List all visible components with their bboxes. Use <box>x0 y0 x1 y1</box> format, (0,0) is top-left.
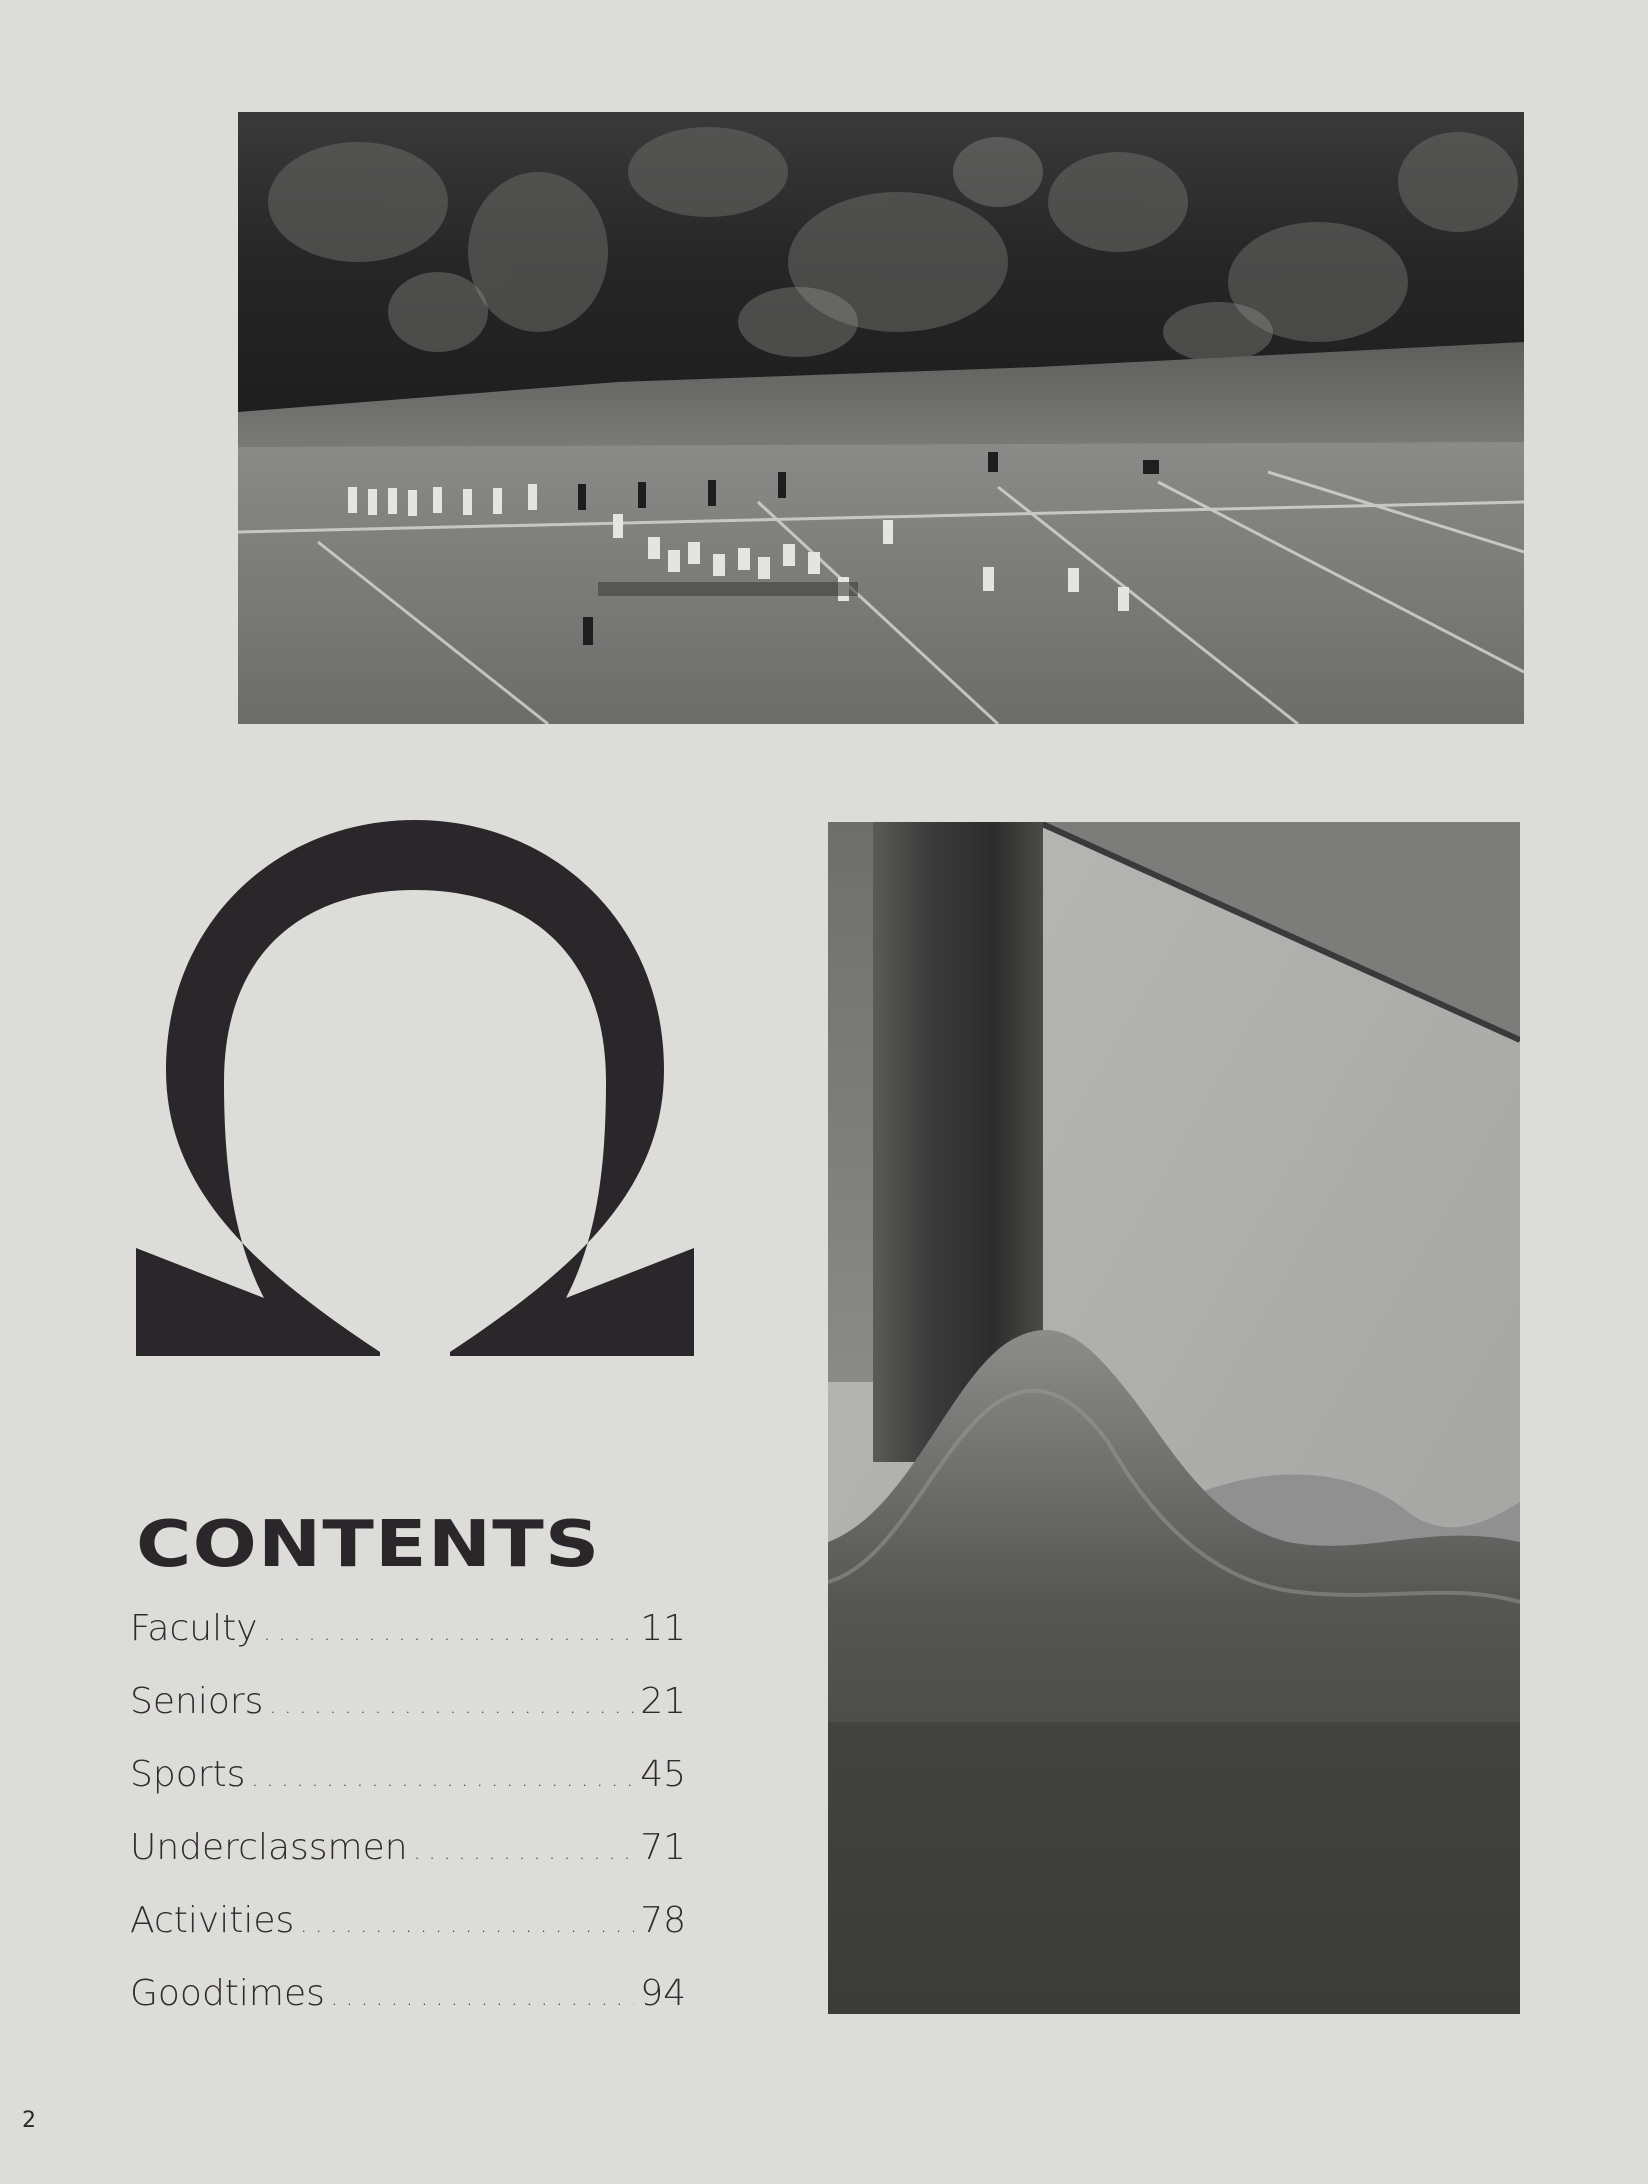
toc-entry-faculty[interactable] <box>130 1608 686 1681</box>
toc-entry-label: Goodtimes <box>130 1973 325 2014</box>
toc-entry-label: Seniors <box>130 1681 264 1722</box>
toc-entry-sports[interactable] <box>130 1754 686 1827</box>
dot-leader <box>331 1986 634 2011</box>
toc-entry-seniors[interactable] <box>130 1681 686 1754</box>
dot-leader <box>414 1840 635 1865</box>
page-number: 2 <box>22 2108 36 2133</box>
toc-entry-goodtimes[interactable] <box>130 1973 686 2046</box>
football-field-photo <box>238 112 1524 724</box>
table-of-contents <box>130 1608 686 2046</box>
omega-symbol <box>136 820 694 1356</box>
toc-entry-label: Underclassmen <box>130 1827 408 1868</box>
dot-leader <box>300 1913 634 1938</box>
toc-entry-label: Activities <box>130 1900 295 1941</box>
contents-heading: CONTENTS <box>136 1508 601 1582</box>
snow-pole-photo <box>828 822 1520 2014</box>
toc-entry-page: 45 <box>640 1754 686 1795</box>
dot-leader <box>264 1621 635 1646</box>
toc-entry-page: 94 <box>640 1973 686 2014</box>
dot-leader <box>251 1767 634 1792</box>
toc-entry-page: 21 <box>640 1681 686 1722</box>
dot-leader <box>269 1694 634 1719</box>
toc-entry-page: 11 <box>640 1608 686 1649</box>
toc-entry-page: 71 <box>640 1827 686 1868</box>
toc-entry-label: Faculty <box>130 1608 258 1649</box>
toc-entry-activities[interactable] <box>130 1900 686 1973</box>
toc-entry-underclassmen[interactable] <box>130 1827 686 1900</box>
toc-entry-label: Sports <box>130 1754 246 1795</box>
toc-entry-page: 78 <box>640 1900 686 1941</box>
